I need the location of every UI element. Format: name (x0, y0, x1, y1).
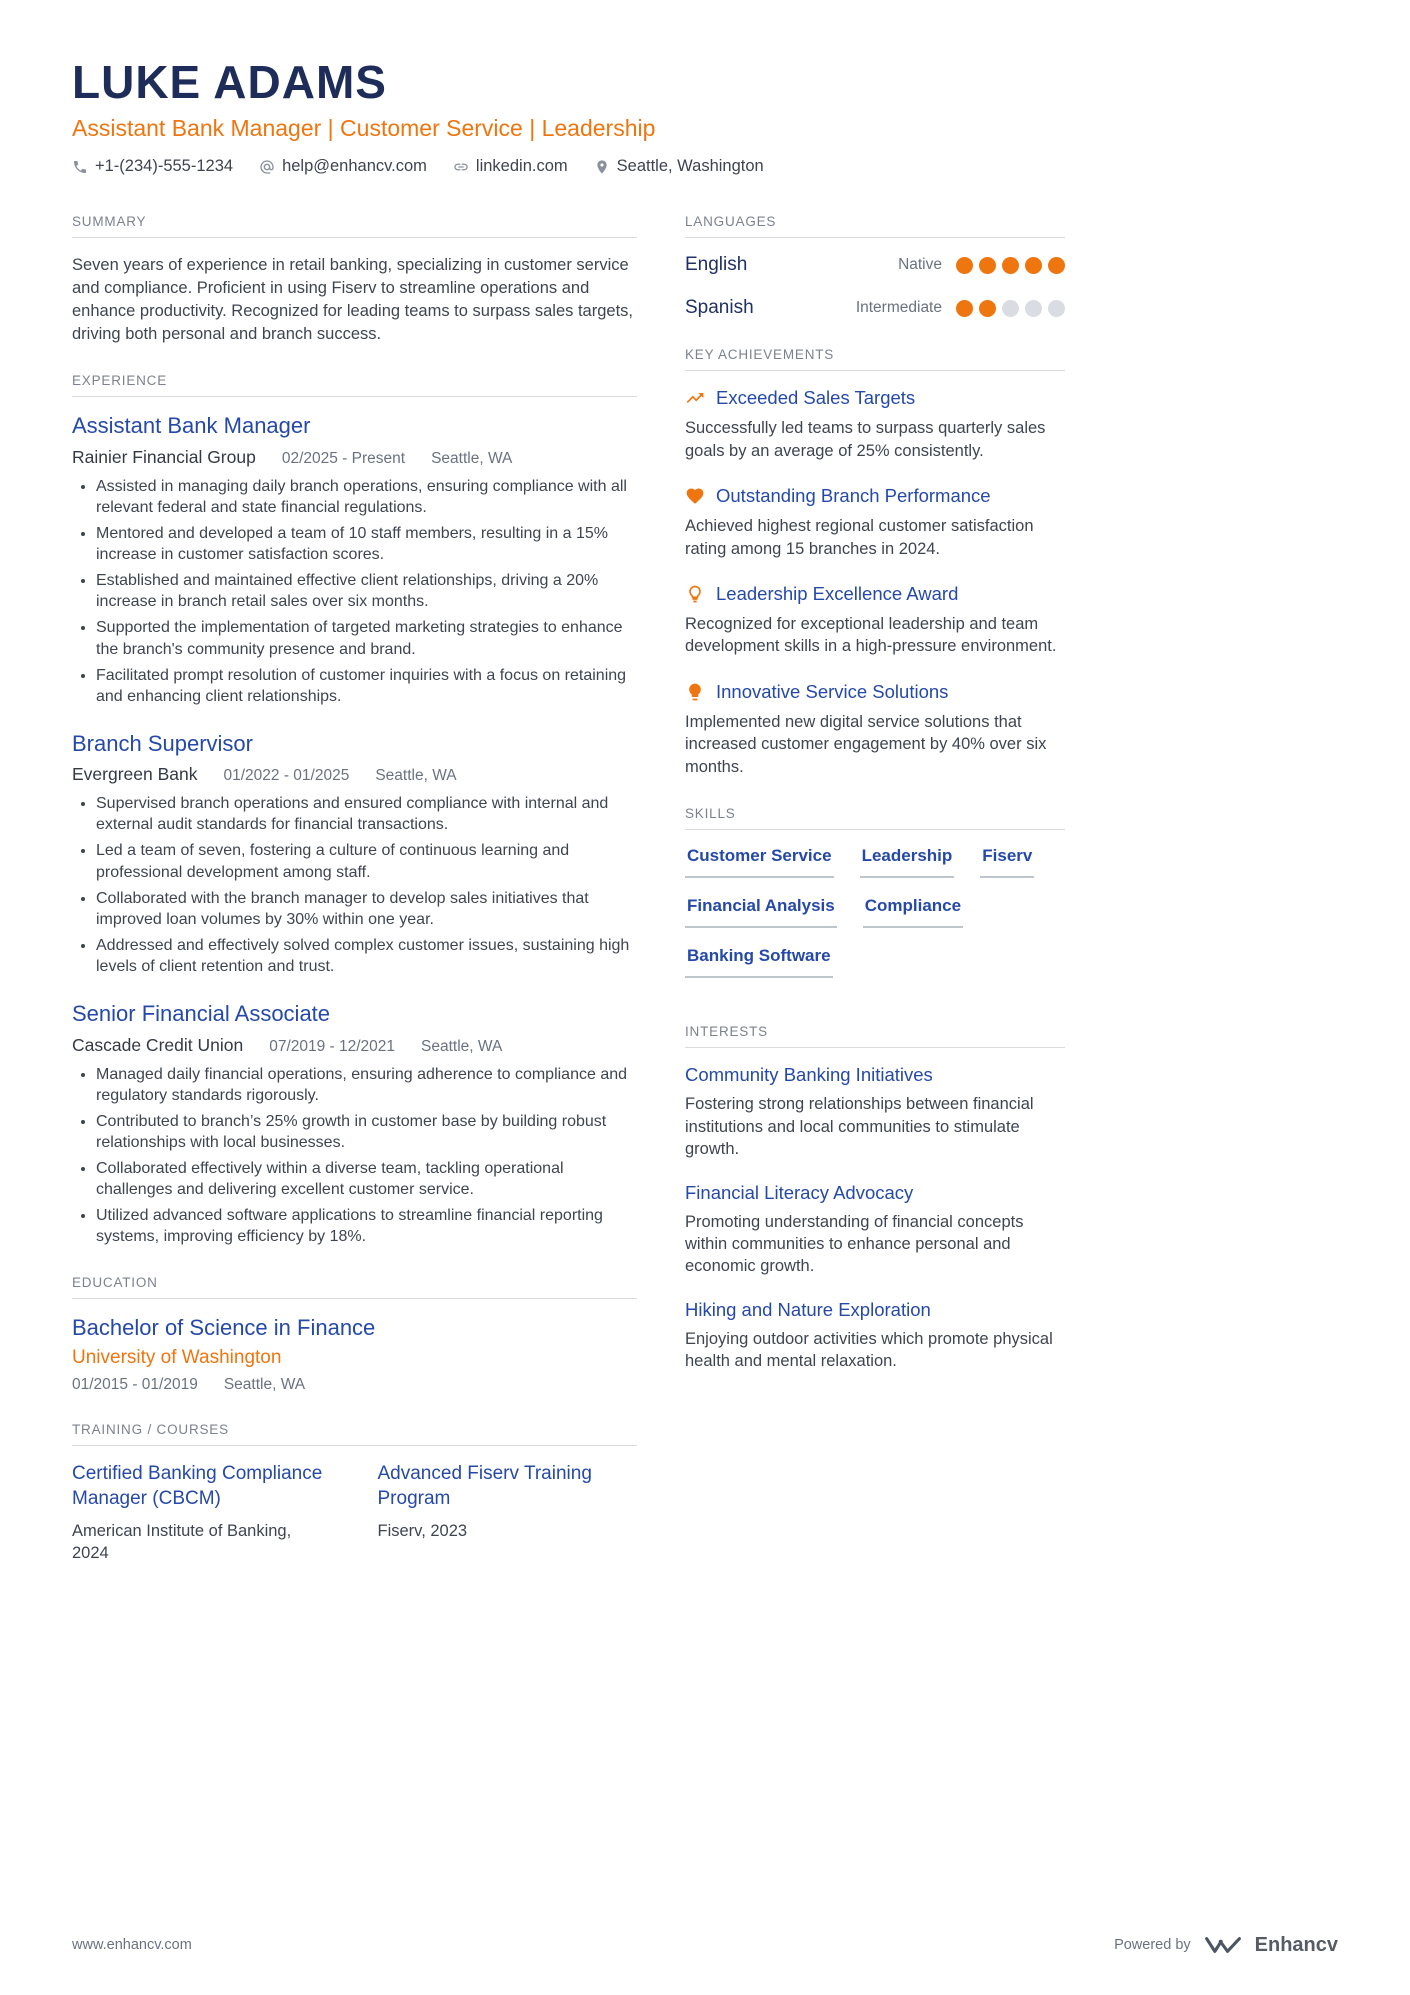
enhancv-logo-icon (1203, 1933, 1243, 1957)
job-entry (72, 731, 637, 977)
interests-label: INTERESTS (685, 1024, 1065, 1048)
left-column (72, 214, 637, 1592)
language-name: Spanish (685, 297, 754, 319)
training-label: TRAINING / COURSES (72, 1422, 637, 1446)
contact-email[interactable] (259, 157, 427, 176)
job-bullet: • Collaborated with the branch manager to develop sales initiatives that improved loan volumes by 30% within one year. (96, 888, 637, 930)
achievement-text: Recognized for exceptional leadership and team development skills in a high-pressure environment. (685, 615, 1057, 656)
courses-row (72, 1462, 637, 1564)
achievement-entry (685, 583, 1065, 658)
achievement-head (685, 681, 1065, 703)
summary-text: Seven years of experience in retail banking, specializing in customer service and compliance. Proficient in using Fiserv to streamline operations and enhance productivity. Recognized for leading teams to surpass sales targets, driving both personal and branch success. (72, 256, 633, 343)
job-company: Cascade Credit Union (72, 1034, 244, 1055)
interest-text: Enjoying outdoor activities which promote physical health and mental relaxation. (685, 1329, 1053, 1371)
skills-list (685, 846, 1065, 996)
interest-entry (685, 1064, 1065, 1160)
job-bullet: • Supported the implementation of targeted marketing strategies to enhance the branch's community presence and brand. (96, 617, 637, 659)
link-icon (453, 159, 469, 175)
idea-icon (685, 682, 705, 702)
job-bullet: • Facilitated prompt resolution of customer inquiries with a focus on retaining and enhancing client relationships. (96, 665, 637, 707)
lightbulb-icon (685, 584, 705, 604)
resume-body (72, 214, 1338, 1592)
job-bullet: • Supervised branch operations and ensured compliance with internal and external audit standards for financial transactions. (96, 793, 637, 835)
job-bullets (72, 1064, 637, 1248)
job-bullet: • Assisted in managing daily branch operations, ensuring compliance with all relevant federal and state financial regulations. (96, 476, 637, 518)
achievement-text: Achieved highest regional customer satisfaction rating among 15 branches in 2024. (685, 517, 1034, 558)
achievement-entry (685, 387, 1065, 462)
achievement-text: Implemented new digital service solutions that increased customer engagement by 40% over six months. (685, 712, 1047, 776)
achievement-title: Exceeded Sales Targets (716, 387, 916, 409)
language-name: English (685, 254, 748, 276)
training-section (72, 1422, 637, 1564)
education-location: Seattle, WA (223, 1376, 306, 1394)
degree-title: Bachelor of Science in Finance (72, 1315, 376, 1341)
heart-icon (685, 486, 705, 506)
interest-entry (685, 1299, 1065, 1373)
right-column (685, 214, 1065, 1400)
course-title: Advanced Fiserv Training Program (377, 1463, 592, 1510)
achievement-head (685, 387, 1065, 409)
language-level: Intermediate (855, 299, 942, 317)
achievement-text: Successfully led teams to surpass quarterly sales goals by an average of 25% consistently. (685, 419, 1046, 460)
skill-item: Financial Analysis (685, 896, 837, 928)
language-level-group (856, 299, 1065, 317)
job-bullet: • Mentored and developed a team of 10 staff members, resulting in a 15% increase in customer satisfaction scores. (96, 523, 637, 565)
skill-item: Leadership (860, 846, 955, 878)
job-bullets (72, 476, 637, 707)
contact-location (594, 157, 764, 176)
job-meta (72, 1035, 637, 1056)
job-bullet: • Led a team of seven, fostering a culture of continuous learning and professional development among staff. (96, 840, 637, 882)
skill-item: Fiserv (980, 846, 1034, 878)
job-bullet: • Contributed to branch’s 25% growth in customer base by building robust relationships with local businesses. (96, 1111, 637, 1153)
contact-link[interactable] (453, 157, 568, 176)
language-row (685, 297, 1065, 319)
interest-text: Promoting understanding of financial concepts within communities to enhance personal and economic growth. (685, 1212, 1024, 1276)
job-meta (72, 764, 637, 785)
contact-email-text: help@enhancv.com (282, 157, 427, 176)
achievement-head (685, 485, 1065, 507)
language-level-group (898, 256, 1065, 274)
enhancv-site-link[interactable]: www.enhancv.com (72, 1937, 192, 1953)
job-dates: 02/2025 - Present (281, 449, 406, 467)
page-footer (72, 1933, 1338, 1957)
phone-icon (72, 159, 88, 175)
course-entry (378, 1462, 638, 1564)
job-dates: 01/2022 - 01/2025 (223, 767, 350, 785)
achievements-section (685, 347, 1065, 778)
candidate-name: LUKE ADAMS (72, 56, 387, 108)
achievement-entry (685, 485, 1065, 560)
at-icon (259, 159, 275, 175)
job-bullet: • Utilized advanced software applications to streamline financial reporting systems, improving efficiency by 18%. (96, 1205, 637, 1247)
job-location: Seattle, WA (375, 767, 457, 785)
skills-label: SKILLS (685, 806, 1065, 830)
job-company: Evergreen Bank (72, 764, 198, 785)
interest-title: Hiking and Nature Exploration (685, 1298, 931, 1320)
achievement-title: Innovative Service Solutions (716, 680, 949, 702)
enhancv-brand-name: Enhancv (1254, 1933, 1338, 1956)
skill-item: Compliance (863, 896, 963, 928)
resume-header (72, 58, 1338, 176)
interest-title: Community Banking Initiatives (685, 1064, 933, 1086)
job-title: Branch Supervisor (72, 730, 253, 756)
achievement-title: Leadership Excellence Award (716, 583, 959, 605)
languages-section (685, 214, 1065, 319)
location-pin-icon (594, 159, 610, 175)
contact-link-text: linkedin.com (475, 157, 568, 176)
skills-section (685, 806, 1065, 996)
interest-title: Financial Literacy Advocacy (685, 1181, 914, 1203)
candidate-headline: Assistant Bank Manager | Customer Service | Leadership (72, 115, 656, 142)
contact-phone-text: +1-(234)-555-1234 (95, 157, 234, 176)
contact-phone (72, 157, 233, 176)
achievements-label: KEY ACHIEVEMENTS (685, 347, 1065, 371)
education-label: EDUCATION (72, 1275, 637, 1299)
experience-label: EXPERIENCE (72, 373, 637, 397)
course-title: Certified Banking Compliance Manager (CBCM) (72, 1463, 323, 1510)
job-entry (72, 1001, 637, 1247)
summary-section (72, 214, 637, 345)
course-entry (72, 1462, 332, 1564)
powered-by-text: Powered by (1114, 1937, 1191, 1953)
achievement-entry (685, 681, 1065, 778)
languages-label: LANGUAGES (685, 214, 1065, 238)
interest-entry (685, 1182, 1065, 1278)
job-location: Seattle, WA (431, 449, 513, 467)
sales-target-icon (685, 388, 705, 408)
achievement-title: Outstanding Branch Performance (716, 485, 991, 507)
contact-row (72, 157, 1338, 176)
experience-section (72, 373, 637, 1247)
language-proficiency-dots (956, 300, 1065, 317)
language-proficiency-dots (956, 257, 1065, 274)
course-org: American Institute of Banking, 2024 (72, 1521, 292, 1563)
education-meta (72, 1376, 637, 1394)
job-bullet: • Addressed and effectively solved complex customer issues, sustaining high levels of client retention and trust. (96, 935, 637, 977)
summary-label: SUMMARY (72, 214, 637, 238)
school-name: University of Washington (72, 1347, 282, 1369)
job-bullet: • Managed daily financial operations, ensuring adherence to compliance and regulatory standards rigorously. (96, 1064, 637, 1106)
achievement-head (685, 583, 1065, 605)
language-row (685, 254, 1065, 276)
course-org: Fiserv, 2023 (377, 1521, 468, 1540)
job-bullets (72, 793, 637, 977)
interests-section (685, 1024, 1065, 1373)
job-bullet: • Established and maintained effective client relationships, driving a 20% increase in branch retail sales over six months. (96, 570, 637, 612)
skill-item: Customer Service (685, 846, 834, 878)
interest-text: Fostering strong relationships between financial institutions and local communities to stimulate growth. (685, 1095, 1034, 1159)
skill-item: Banking Software (685, 946, 833, 978)
contact-location-text: Seattle, Washington (616, 157, 764, 176)
job-entry (72, 413, 637, 706)
job-title: Assistant Bank Manager (72, 413, 311, 439)
education-dates: 01/2015 - 01/2019 (72, 1376, 198, 1394)
job-dates: 07/2019 - 12/2021 (269, 1037, 396, 1055)
education-section (72, 1275, 637, 1394)
job-bullet: • Collaborated effectively within a diverse team, tackling operational challenges and delivering excellent customer service. (96, 1158, 637, 1200)
job-title: Senior Financial Associate (72, 1001, 331, 1027)
powered-by-brand[interactable] (1114, 1933, 1338, 1957)
job-location: Seattle, WA (421, 1037, 503, 1055)
job-meta (72, 447, 637, 468)
job-company: Rainier Financial Group (72, 446, 256, 467)
language-level: Native (898, 256, 942, 274)
